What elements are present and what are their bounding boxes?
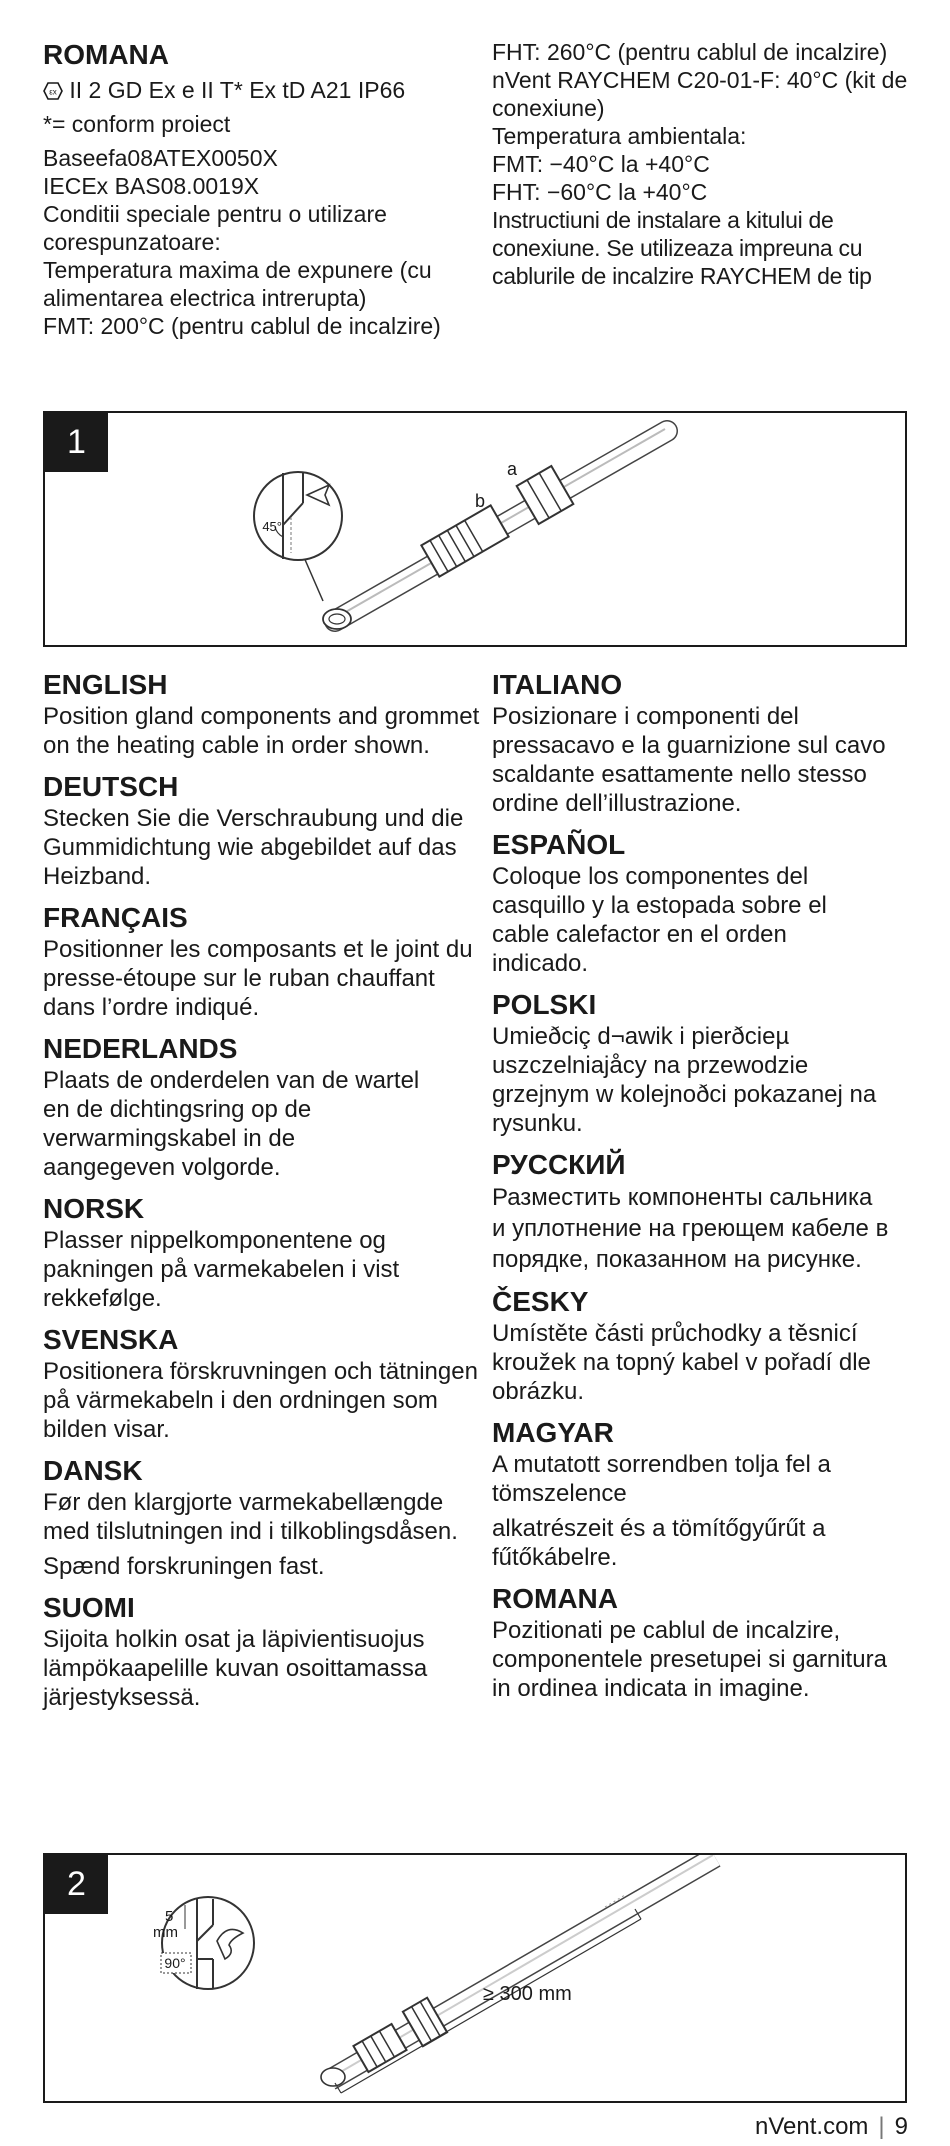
section-text: Spænd forskruningen fast. <box>43 1553 325 1580</box>
section-text: Umístěte části průchodky a těsnicí kroužek na topný kabel v pořadí dle obrázku. <box>492 1320 871 1405</box>
section-magyar <box>492 1416 912 1572</box>
section-heading: NEDERLANDS <box>43 1033 238 1064</box>
figure-1-drawing <box>45 413 905 645</box>
section-deutsch <box>43 770 483 891</box>
section-heading: NORSK <box>43 1193 145 1224</box>
section-text: A mutatott sorrendben tolja fel a tömszelence <box>492 1451 831 1507</box>
section-text: Posizionare i componenti del pressacavo e la guarnizione sul cavo scaldante esattamente nello stesso ordine dell’illustrazione. <box>492 703 886 817</box>
language-column-left <box>43 668 483 1722</box>
label-a: a <box>507 459 518 479</box>
label-b: b <box>475 491 486 511</box>
section-heading: ČESKY <box>492 1286 589 1317</box>
section-heading: ESPAÑOL <box>492 829 626 860</box>
section-text: Stecken Sie die Verschraubung und die Gummidichtung wie abgebildet auf das Heizband. <box>43 805 464 890</box>
fht-ambient: FHT: −60°C la +40°C <box>492 179 708 205</box>
fmt-ambient: FMT: −40°C la +40°C <box>492 151 710 177</box>
kit-temp: nVent RAYCHEM C20-01-F: 40°C (kit de conexiune) <box>492 67 908 121</box>
section-heading: SVENSKA <box>43 1324 179 1355</box>
section-heading: MAGYAR <box>492 1417 614 1448</box>
section-suomi <box>43 1591 483 1712</box>
iecex-cert: IECEx BAS08.0019X <box>43 173 260 199</box>
figure-2-drawing <box>45 1855 905 2101</box>
section-text: Umieðciç d¬awik i pierðcieµ uszczelniajåcy na przewodzie grzejnym w kolejnoðci pokazanej na rysunku. <box>492 1023 877 1137</box>
section-romana <box>492 1582 912 1703</box>
section-espanol <box>492 828 912 978</box>
cable-end-drawing <box>321 2068 345 2086</box>
section-text: Coloque los componentes del casquillo y la estopada sobre el cable calefactor en el orden indicado. <box>492 863 827 977</box>
section-heading: POLSKI <box>492 989 597 1020</box>
section-polski <box>492 988 912 1138</box>
fmt-cable-temp: FMT: 200°C (pentru cablul de incalzire) <box>43 313 441 339</box>
max-exposure-temp: Temperatura maxima de expunere (cu alimentarea electrica intrerupta) <box>43 257 432 311</box>
figure-2 <box>43 1853 907 2103</box>
language-column-right <box>492 668 912 1713</box>
dim-5-label: 5 <box>165 1908 174 1925</box>
svg-text:εx: εx <box>49 87 57 97</box>
gland-body-drawing <box>421 505 508 576</box>
figure-1 <box>43 411 907 647</box>
page-footer <box>755 2112 908 2142</box>
section-svenska <box>43 1323 483 1444</box>
section-dansk <box>43 1454 483 1581</box>
figure-2-number: 2 <box>45 1855 108 1914</box>
section-text: Før den klargjorte varmekabellængde med tilslutningen ind i tilkoblingsdåsen. <box>43 1489 458 1545</box>
section-heading: РУССКИЙ <box>492 1149 626 1180</box>
ex-marking-text: II 2 GD Ex e II T* Ex tD A21 IP66 <box>69 77 406 103</box>
section-text: Sijoita holkin osat ja läpivientisuojus lämpökaapelille kuvan osoittamassa järjestyksessä. <box>43 1626 428 1711</box>
section-text: Positionera förskruvningen och tätningen på värmekabeln i den ordningen som bilden visar. <box>43 1358 478 1443</box>
section-heading: ITALIANO <box>492 669 623 700</box>
section-heading: DANSK <box>43 1455 143 1486</box>
section-cesky <box>492 1285 912 1406</box>
section-norsk <box>43 1192 483 1313</box>
section-heading: DEUTSCH <box>43 771 179 802</box>
ambient-temp-label: Temperatura ambientala: <box>492 123 747 149</box>
romana-conditions-right <box>492 38 912 290</box>
section-heading: FRANÇAIS <box>43 902 188 933</box>
length-label: ≥ 300 mm <box>483 1983 572 2005</box>
section-heading: SUOMI <box>43 1592 135 1623</box>
footer-site: nVent.com <box>755 2113 869 2140</box>
cable-end-drawing <box>323 609 351 629</box>
atex-cert: Baseefa08ATEX0050X <box>43 145 278 171</box>
romana-conditions-left <box>43 38 483 340</box>
section-russkiy <box>492 1148 912 1275</box>
section-francais <box>43 901 483 1022</box>
strip-detail-circle <box>153 1897 254 1989</box>
section-text: Pozitionati pe cablul de incalzire, componentele presetupei si garnitura in ordinea indicata in imagine. <box>492 1617 887 1702</box>
figure-1-number: 1 <box>45 413 108 472</box>
section-text: alkatrészeit és a tömítőgyűrűt a fűtőkábelre. <box>492 1515 826 1571</box>
footer-separator: | <box>878 2113 885 2140</box>
conform-note: *= conform proiect <box>43 111 231 137</box>
angle-45-label: 45° <box>262 519 282 534</box>
section-heading: ENGLISH <box>43 669 168 700</box>
ex-marking <box>43 76 483 104</box>
install-instructions-note: Instructiuni de instalare a kitului de conexiune. Se utilizeaza impreuna cu cablurile de incalzire RAYCHEM de tip <box>492 207 872 289</box>
angle-90-label: 90° <box>164 1955 186 1971</box>
special-conditions: Conditii speciale pentru o utilizare corespunzatoare: <box>43 201 387 255</box>
romana-heading: ROMANA <box>43 39 169 70</box>
section-nederlands <box>43 1032 483 1182</box>
cut-detail-circle <box>254 472 342 560</box>
section-text: Разместить компоненты сальника и уплотнение на греющем кабеле в порядке, показанном на рисунке. <box>492 1184 889 1273</box>
section-text: Positionner les composants et le joint du presse-étoupe sur le ruban chauffant dans l’ordre indiqué. <box>43 936 473 1021</box>
section-heading: ROMANA <box>492 1583 618 1614</box>
section-text: Plaats de onderdelen van de wartel en de dichtingsring op de verwarmingskabel in de aangegeven volgorde. <box>43 1067 420 1181</box>
section-english <box>43 668 483 760</box>
page-number: 9 <box>894 2113 908 2140</box>
fht-cable-temp: FHT: 260°C (pentru cablul de incalzire) <box>492 39 888 65</box>
section-text: Plasser nippelkomponentene og pakningen på varmekabelen i vist rekkefølge. <box>43 1227 400 1312</box>
dim-mm-label: mm <box>153 1924 178 1941</box>
section-text: Position gland components and grommet on the heating cable in order shown. <box>43 703 480 759</box>
section-italiano <box>492 668 912 818</box>
ex-hexagon-icon <box>43 77 69 103</box>
